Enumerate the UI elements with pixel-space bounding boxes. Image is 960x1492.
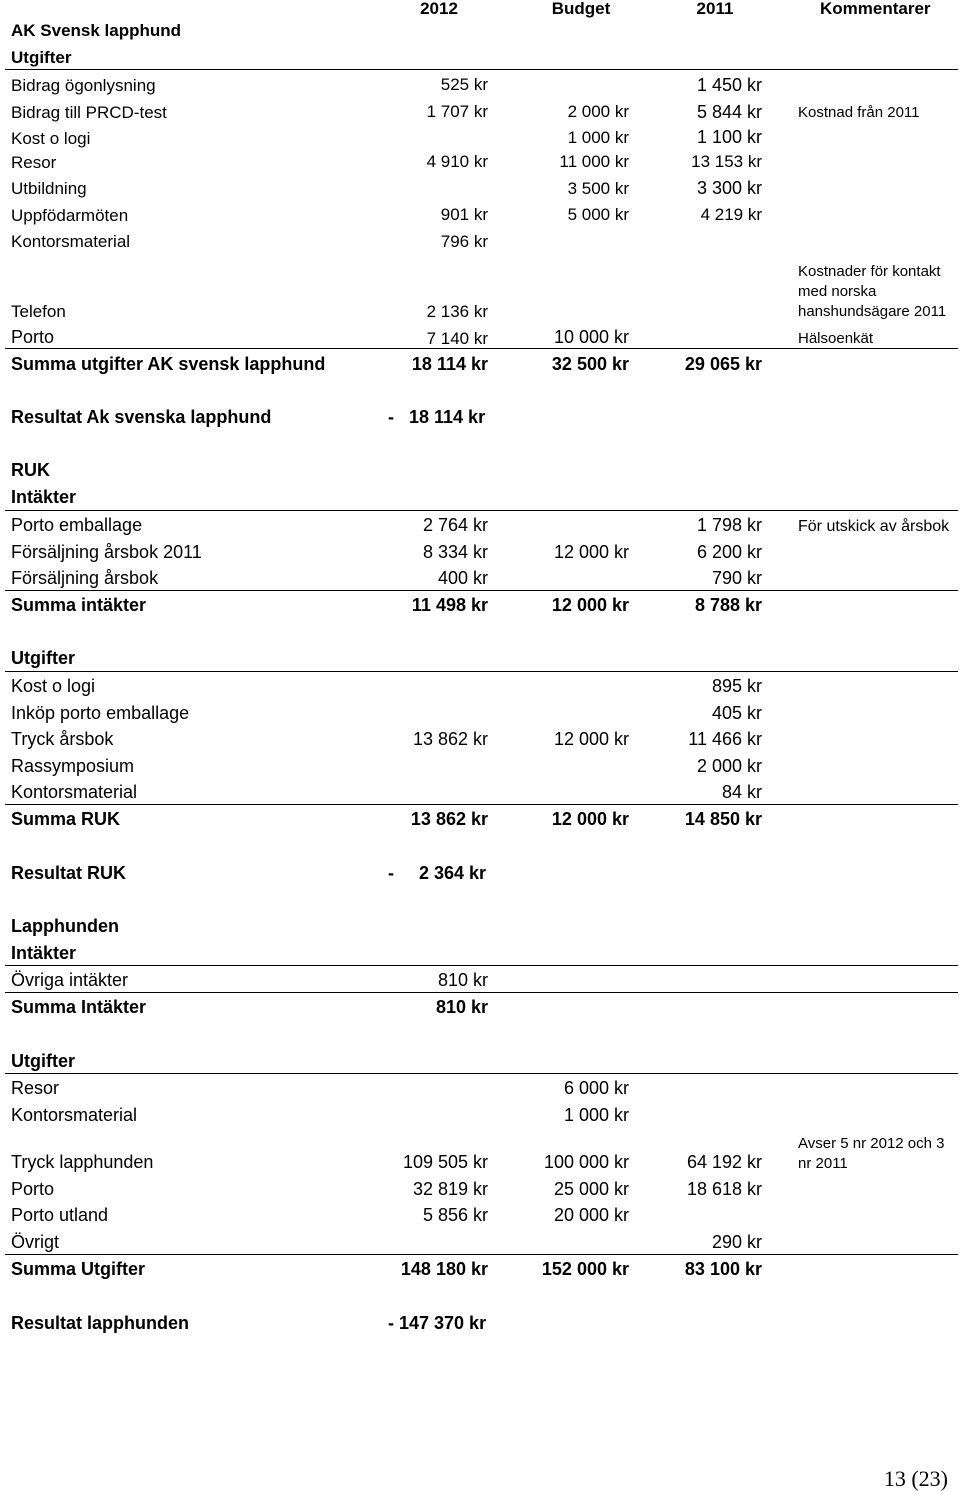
divider [5, 69, 958, 70]
resultat-value: - 147 370 kr [388, 1313, 487, 1333]
summa-2012: 13 862 kr [410, 809, 488, 829]
divider [5, 671, 958, 672]
row-label: Porto [11, 327, 55, 347]
summa-budget: 12 000 kr [551, 809, 629, 829]
cell-budget: 1 000 kr [563, 1105, 629, 1125]
cell-2011: 11 466 kr [688, 729, 762, 749]
summa-2011: 29 065 kr [684, 354, 762, 374]
cell-budget: 12 000 kr [553, 729, 629, 749]
summa-2011: 83 100 kr [684, 1259, 762, 1279]
cell-2012: 4 910 kr [426, 152, 488, 171]
cell-2011: 3 300 kr [696, 178, 762, 198]
resultat-label: Resultat RUK [11, 863, 127, 883]
cell-2011: 5 844 kr [696, 102, 762, 122]
divider [5, 965, 958, 966]
cell-2011: 1 100 kr [696, 127, 762, 147]
page-number: 13 (23) [883, 1466, 948, 1491]
subsection-intakter-ruk: Intäkter [11, 487, 77, 507]
cell-2012: 7 140 kr [426, 329, 488, 348]
divider [5, 1254, 958, 1255]
column-header-2011: 2011 [696, 0, 734, 18]
cell-budget: 100 000 kr [543, 1152, 629, 1172]
cell-2011: 6 200 kr [696, 542, 762, 562]
row-label: Bidrag till PRCD-test [11, 103, 167, 122]
cell-2011: 84 kr [721, 782, 762, 802]
cell-2011: 4 219 kr [700, 205, 762, 224]
resultat-label: Resultat Ak svenska lapphund [11, 407, 272, 427]
row-label: Övrigt [11, 1232, 60, 1252]
cell-2011: 18 618 kr [686, 1179, 762, 1199]
cell-2012: 8 334 kr [422, 542, 488, 562]
subsection-utgifter-ruk: Utgifter [11, 648, 75, 668]
cell-2011: 1 798 kr [696, 515, 762, 535]
row-label: Inköp porto emballage [11, 703, 190, 723]
summa-label: Summa Intäkter [11, 997, 147, 1017]
cell-2012: 810 kr [437, 970, 488, 990]
cell-budget: 10 000 kr [553, 327, 629, 347]
cell-budget: 12 000 kr [553, 542, 629, 562]
cell-2011: 2 000 kr [696, 756, 762, 776]
summa-2011: 14 850 kr [684, 809, 762, 829]
cell-2011: 895 kr [711, 676, 762, 696]
row-label: Försäljning årsbok [11, 568, 159, 588]
cell-2012: 1 707 kr [426, 102, 488, 121]
row-label: Kontorsmaterial [11, 232, 131, 251]
row-label: Utbildning [11, 179, 87, 198]
row-label: Kontorsmaterial [11, 782, 138, 802]
cell-2012: 796 kr [440, 232, 488, 251]
row-label: Resor [11, 1078, 60, 1098]
cell-2011: 1 450 kr [696, 75, 762, 95]
row-label: Resor [11, 153, 57, 172]
cell-2011: 790 kr [711, 568, 762, 588]
summa-2012: 18 114 kr [411, 354, 488, 374]
cell-2012: 400 kr [437, 568, 488, 588]
cell-2011: 290 kr [711, 1232, 762, 1252]
row-label: Porto emballage [11, 515, 143, 535]
subsection-utgifter-lapphunden: Utgifter [11, 1051, 75, 1071]
divider [5, 348, 958, 349]
summa-label: Summa utgifter AK svensk lapphund [11, 354, 326, 374]
row-label: Porto utland [11, 1205, 109, 1225]
cell-comment: Kostnad från 2011 [798, 104, 920, 121]
cell-budget: 3 500 kr [567, 179, 629, 198]
row-label: Rassymposium [11, 756, 135, 776]
row-label: Kost o logi [11, 129, 91, 148]
cell-2011: 64 192 kr [686, 1152, 762, 1172]
summa-budget: 152 000 kr [541, 1259, 629, 1279]
cell-budget: 1 000 kr [567, 128, 629, 147]
summa-label: Summa RUK [11, 809, 121, 829]
cell-2012: 901 kr [440, 205, 488, 224]
row-label: Försäljning årsbok 2011 [11, 542, 202, 562]
cell-comment: För utskick av årsbok [798, 518, 950, 535]
row-label: Tryck årsbok [11, 729, 114, 749]
subsection-intakter-lapphunden: Intäkter [11, 943, 77, 963]
cell-2011: 13 153 kr [691, 152, 762, 171]
cell-2012: 5 856 kr [422, 1205, 488, 1225]
cell-comment: Hälsoenkät [798, 330, 874, 347]
summa-budget: 12 000 kr [551, 595, 629, 615]
column-header-comments: Kommentarer [820, 0, 931, 18]
summa-2012: 810 kr [435, 997, 488, 1017]
resultat-value: - 2 364 kr [388, 863, 487, 883]
cell-budget: 5 000 kr [567, 205, 629, 224]
cell-budget: 25 000 kr [553, 1179, 629, 1199]
row-label: Telefon [11, 302, 66, 321]
cell-budget: 11 000 kr [559, 152, 629, 171]
summa-label: Summa intäkter [11, 595, 147, 615]
cell-2011: 405 kr [711, 703, 762, 723]
column-header-2012: 2012 [420, 0, 458, 18]
section-title-lapphunden: Lapphunden [11, 916, 119, 936]
divider [5, 992, 958, 993]
cell-budget: 20 000 kr [553, 1205, 629, 1225]
row-label: Tryck lapphunden [11, 1152, 154, 1172]
cell-2012: 2 136 kr [426, 302, 488, 321]
cell-comment: Kostnader för kontakt med norska hanshundsägare 2011 [798, 263, 947, 320]
row-label: Kontorsmaterial [11, 1105, 138, 1125]
cell-budget: 6 000 kr [563, 1078, 629, 1098]
summa-2011: 8 788 kr [694, 595, 762, 615]
divider [5, 1073, 958, 1074]
resultat-value: - 18 114 kr [388, 407, 486, 427]
row-label: Bidrag ögonlysning [11, 76, 156, 95]
summa-2012: 11 498 kr [411, 595, 488, 615]
row-label: Porto [11, 1179, 55, 1199]
cell-2012: 525 kr [440, 75, 488, 94]
cell-2012: 32 819 kr [412, 1179, 488, 1199]
section-title-ak: AK Svensk lapphund [11, 21, 182, 40]
cell-2012: 109 505 kr [402, 1152, 488, 1172]
summa-2012: 148 180 kr [400, 1259, 488, 1279]
row-label: Uppfödarmöten [11, 206, 129, 225]
cell-2012: 13 862 kr [412, 729, 488, 749]
row-label: Kost o logi [11, 676, 96, 696]
cell-budget: 2 000 kr [567, 102, 629, 121]
cell-2012: 2 764 kr [422, 515, 488, 535]
subsection-utgifter-ak: Utgifter [11, 48, 72, 67]
section-title-ruk: RUK [11, 460, 50, 480]
summa-label: Summa Utgifter [11, 1259, 146, 1279]
divider [5, 510, 958, 511]
summa-budget: 32 500 kr [551, 354, 629, 374]
row-label: Övriga intäkter [11, 970, 129, 990]
divider [5, 590, 958, 591]
column-header-budget: Budget [551, 0, 611, 18]
resultat-label: Resultat lapphunden [11, 1313, 190, 1333]
divider [5, 804, 958, 805]
cell-comment: Avser 5 nr 2012 och 3 nr 2011 [798, 1135, 945, 1172]
